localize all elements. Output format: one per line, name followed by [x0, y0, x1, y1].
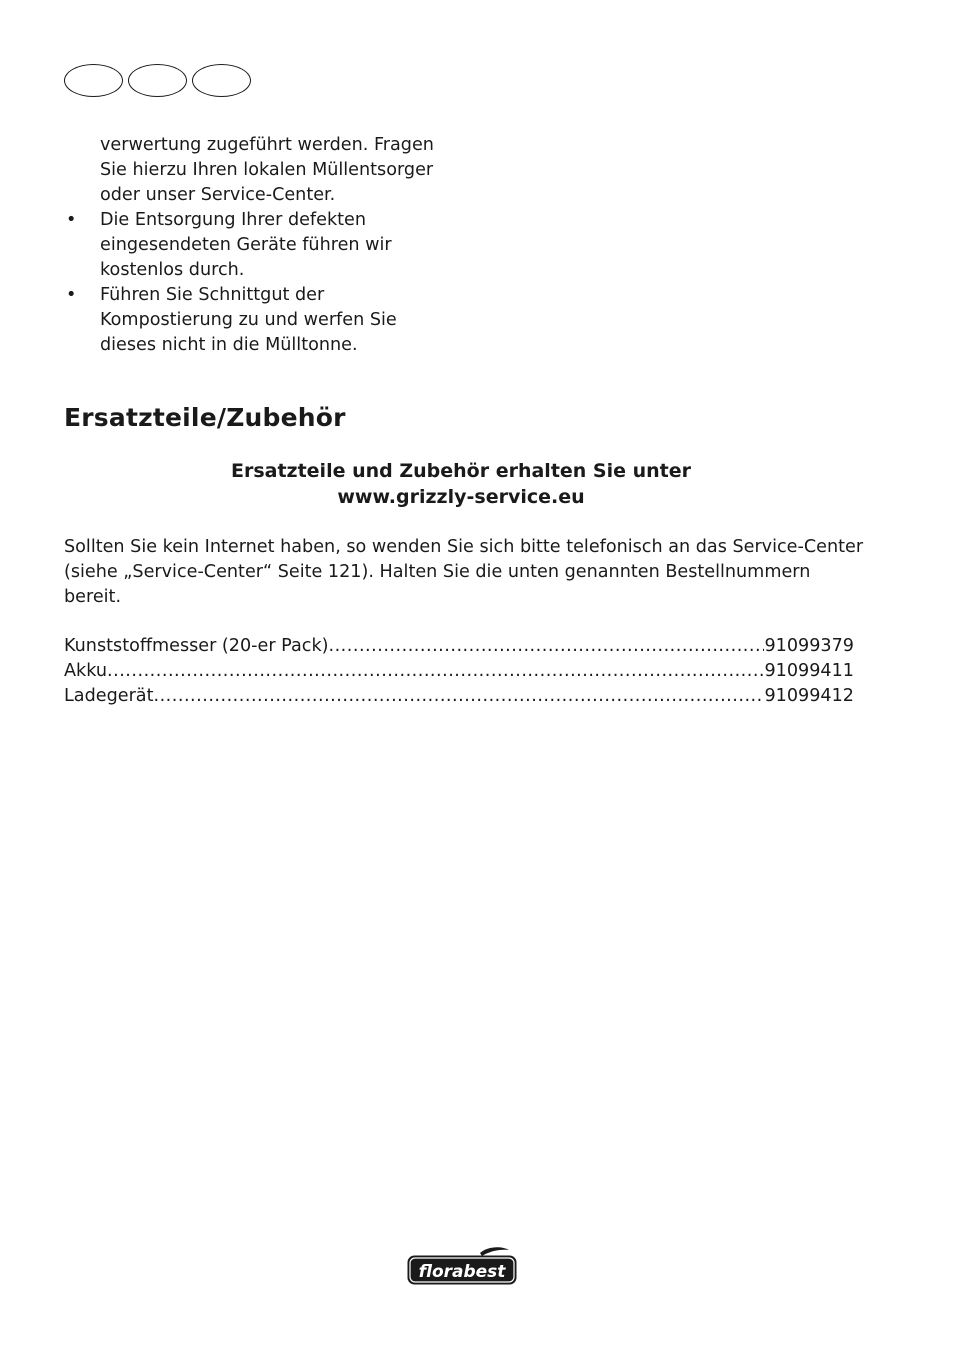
part-number: 91099379: [764, 636, 854, 656]
disposal-continuation: verwertung zugeführt werden. Fragen Sie hierzu Ihren lokalen Müllentsorger oder unser Service-Center.: [100, 135, 434, 205]
brand-wordmark: florabest: [418, 1262, 506, 1282]
part-number: 91099411: [764, 661, 854, 681]
part-name: Akku: [64, 661, 108, 681]
bullet-dot: •: [66, 285, 77, 305]
bullet-item: [64, 208, 454, 283]
part-name: Kunststoffmesser (20-er Pack): [64, 636, 329, 656]
disposal-column: [64, 133, 454, 358]
bullet-item: [64, 283, 454, 358]
part-name: Ladegerät: [64, 686, 154, 706]
intro-paragraph: Sollten Sie kein Internet haben, so wenden Sie sich bitte telefonisch an das Service-Center (siehe „Service-Center“ Seite 121). Halten Sie die unten genannten Bestellnummern bereit.: [64, 537, 864, 607]
language-indicator: [64, 64, 256, 97]
language-oval-3: [192, 64, 251, 97]
language-oval-1: [64, 64, 123, 97]
highlight-line: Ersatzteile und Zubehör erhalten Sie unter: [230, 460, 692, 482]
section-title: Ersatzteile/Zubehör: [64, 403, 346, 432]
service-highlight: [64, 458, 858, 510]
language-oval-2: [128, 64, 187, 97]
parts-row: [64, 634, 854, 659]
parts-row: [64, 684, 854, 709]
part-number: 91099412: [764, 686, 854, 706]
parts-row: [64, 659, 854, 684]
parts-list: [64, 634, 854, 709]
service-url-link[interactable]: www.grizzly-service.eu: [337, 486, 585, 508]
bullet-dot: •: [66, 210, 77, 230]
bullet-text: Die Entsorgung Ihrer defekten eingesendeten Geräte führen wir kostenlos durch.: [100, 210, 392, 280]
dot-leader: [153, 684, 764, 709]
dot-leader: [107, 659, 764, 684]
florabest-logo: [406, 1247, 518, 1287]
dot-leader: [329, 634, 765, 659]
bullet-text: Führen Sie Schnittgut der Kompostierung zu und werfen Sie dieses nicht in die Mülltonne.: [100, 285, 397, 355]
